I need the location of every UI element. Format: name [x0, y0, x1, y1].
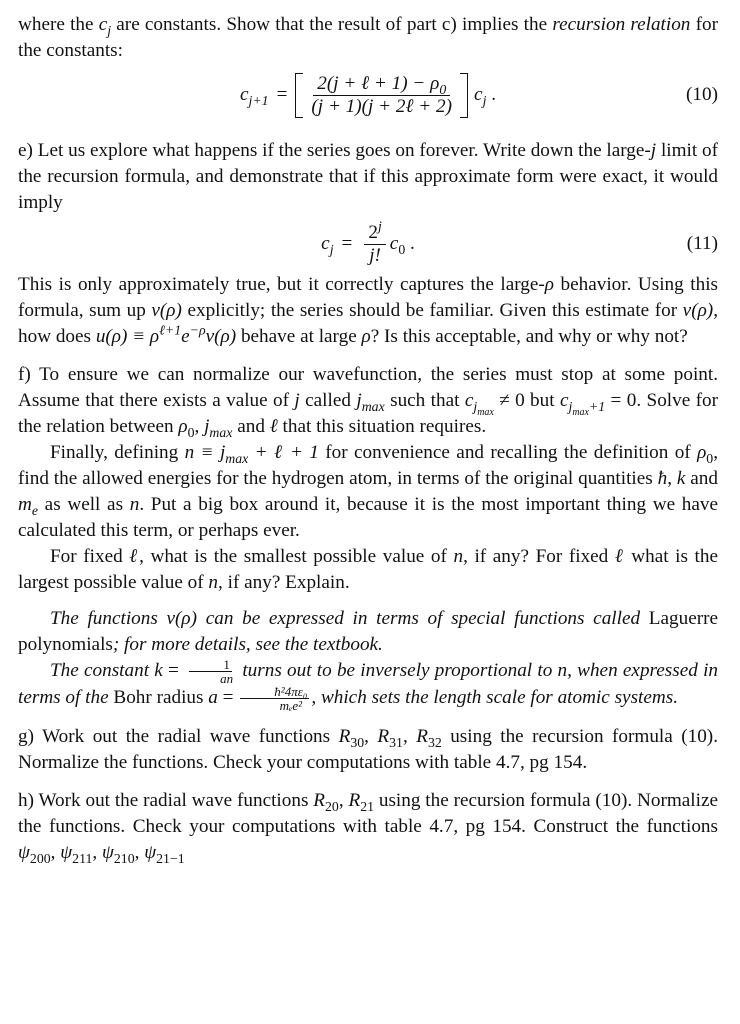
part-f-fixed-ell-paragraph: For fixed ℓ, what is the smallest possible value of n, if any? For fixed ℓ what is the largest possible value of n, if any? Explain.	[18, 546, 718, 593]
eq10-tail: $c_j$ .	[474, 84, 497, 108]
eq10-bracket	[295, 73, 468, 118]
part-f-energies-paragraph: Finally, defining $n \equiv j_{max}$ + ℓ + 1 for convenience and recalling the definition of $\rho_0$, find the allowed energies for the hydrogen atom, in terms of the original quantities ħ, k and $m_e$ as well as n. Put a big box around it, because it is the most important thing we have calculated this term, or perhaps ever.	[18, 442, 718, 541]
eq10-lhs: $c_{j+1}$	[239, 84, 269, 108]
eq10-denominator: (j + 1)(j + 2ℓ + 2)	[311, 95, 453, 117]
part-h-paragraph: h) Work out the radial wave functions $R_{20}$, $R_{21}$ using the recursion formula (10). Normalize the functions. Check your computations with table 4.7, pg 154. Construct the functions $\psi_{200}$, $\psi_{211}$, $\psi_{210}$, $\psi_{21-1}$	[18, 790, 719, 867]
document-page	[18, 12, 718, 866]
text: are constants. Show that the result of part c) implies the	[111, 14, 553, 35]
equation-number-11: (11)	[686, 233, 718, 254]
eq10-fraction: $\frac{2(j + \ell + 1) - \rho_0}{\text{(j + 1)(j + 2ℓ + 2)}}$	[307, 73, 456, 118]
intro-paragraph	[18, 12, 718, 64]
part-e-continuation: This is only approximately true, but it correctly captures the large-ρ behavior. Using this formula, sum up v(ρ) explicitly; the series should be familiar. Given this estimate for v(ρ), how does $u(\rho) \equiv \rho^{\ell+1}e^{-\rho}v(\rho)$ behave at large ρ? Is this acceptable, and why or why not?	[18, 274, 718, 347]
text: where the	[18, 14, 99, 35]
part-f-paragraph: f) To ensure we can normalize our wavefunction, the series must stop at some point. Assume that there exists a value of j called $j_{max}$ such that $c_{j_{max}} \ne 0$ but $c_{j_{max}+1} = 0$. Solve for the relation between $\rho_0$, $j_{max}$ and ℓ that this situation requires.	[18, 364, 718, 440]
part-g-paragraph: g) Work out the radial wave functions $R_{30}$, $R_{31}$, $R_{32}$ using the recursion formula (10). Normalize the functions. Check your computations with table 4.7, pg 154.	[18, 726, 718, 774]
eq11-numerator: 2	[368, 221, 378, 243]
equation-11	[18, 216, 718, 272]
equation-10	[18, 64, 718, 126]
note-bohr-radius: The constant k = $\frac{1}{an}$ turns out to be inversely proportional to n, when expressed in terms of the Bohr radius a = $\frac{\text{ħ²4πε₀}}{\text{mₑe²}}$ , which sets the length scale for atomic systems.	[18, 657, 719, 714]
eq11-equals: =	[341, 233, 353, 254]
part-e-paragraph: e) Let us explore what happens if the series goes on forever. Write down the large-j limit of the recursion formula, and demonstrate that if this approximate form were exact, it would imply	[18, 140, 718, 213]
emphasis-text: recursion relation	[552, 14, 691, 35]
eq11-tail: $c_0$ .	[389, 233, 415, 257]
equation-number-10: (10)	[686, 84, 718, 105]
eq11-fraction: $\frac{2^j}{j!}$	[364, 222, 385, 267]
eq11-lhs: $c_j$	[321, 233, 334, 257]
cj-symbol: $c_j$	[98, 14, 112, 38]
note-laguerre: The functions v(ρ) can be expressed in terms of special functions called Laguerre polynomials; for more details, see the textbook.	[18, 608, 719, 655]
eq10-equals: =	[276, 84, 288, 105]
text: for the constants:	[18, 14, 718, 61]
eq10-numerator: 2(j + ℓ + 1) − ρ	[317, 72, 440, 94]
bohr-fraction: $\frac{\text{ħ²4πε₀}}{\text{mₑe²}}$	[240, 685, 309, 712]
k-fraction: $\frac{1}{an}$	[186, 658, 235, 685]
eq11-denominator: j!	[369, 244, 381, 266]
